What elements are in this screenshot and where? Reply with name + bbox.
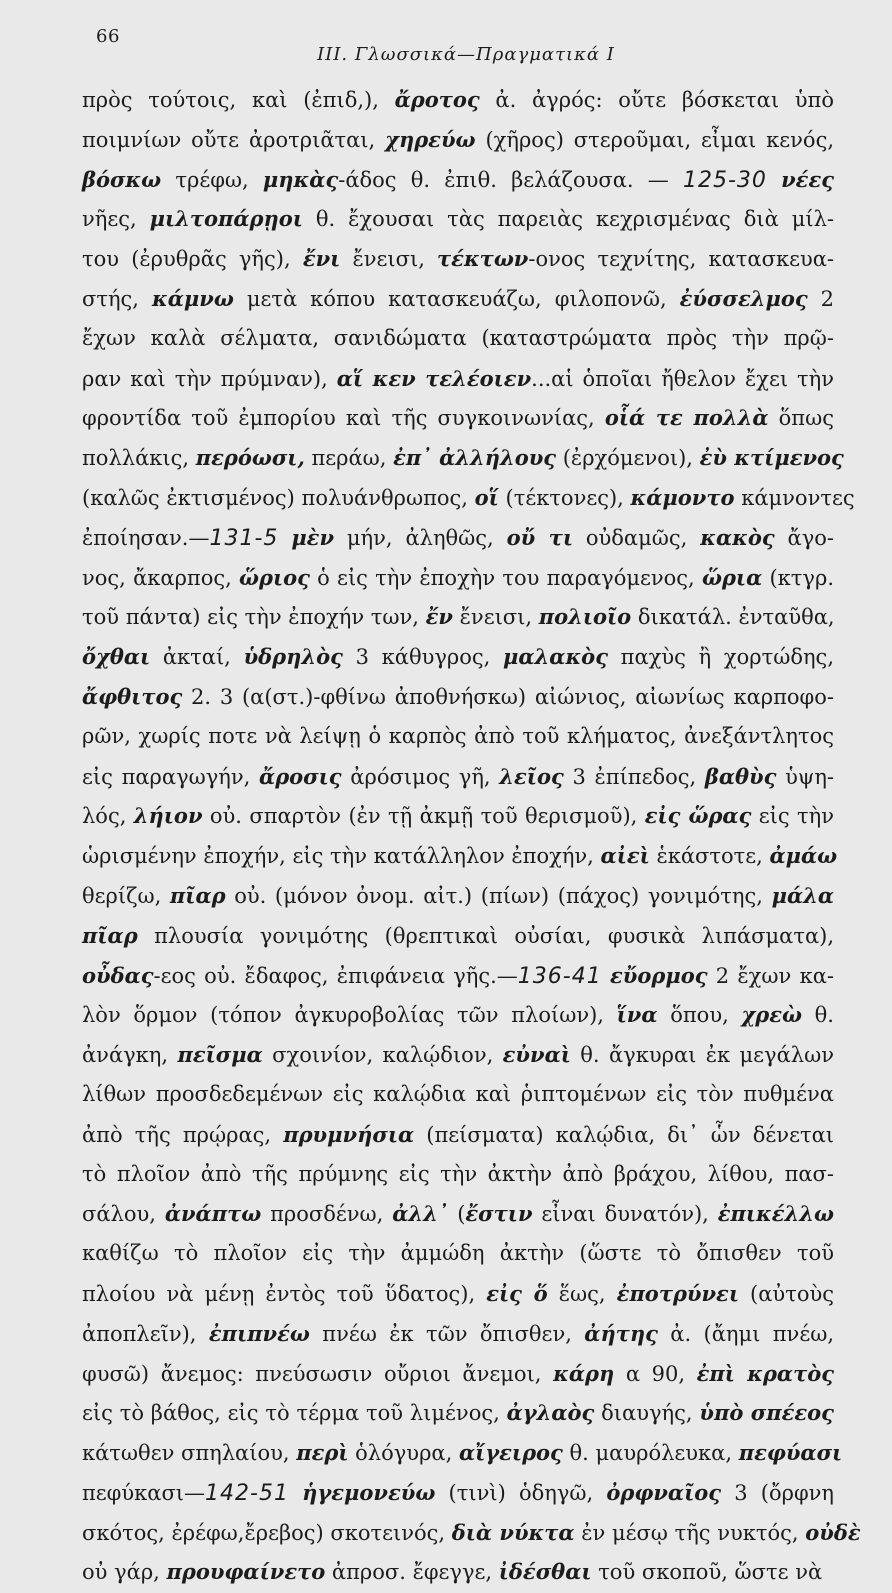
text-segment: νος, ἄκαρπος,: [82, 565, 240, 590]
text-line: [82, 1354, 834, 1394]
text-segment: ἕως,: [547, 1281, 617, 1306]
lemma: οὐδὲ: [805, 1519, 861, 1545]
lemma: εἰς ὅ: [486, 1280, 548, 1306]
text-line: [82, 518, 834, 558]
text-segment: ρῶν, χωρίς ποτε νὰ λείψῃ ὁ καρπὸς ἀπὸ τοῦ κλήματος, ἀνεξάντλητος: [82, 723, 834, 748]
lemma: ἐπικέλλω: [717, 1201, 834, 1227]
text-segment: ἀπὸ τῆς πρῴρας,: [82, 1122, 284, 1147]
lemma: ἄροσις: [259, 763, 342, 789]
lemma: οὔ τι: [506, 524, 573, 550]
text-line: [82, 279, 834, 319]
text-segment: ἀνάγκη,: [82, 1043, 178, 1068]
lemma: τέκτων: [437, 246, 529, 272]
text-segment: παχὺς ἢ χορτώδης,: [607, 645, 834, 670]
lemma: οὖδας: [82, 962, 154, 988]
lemma: μαλακὸς: [503, 644, 608, 670]
lemma: περὶ: [296, 1440, 349, 1466]
verse-reference: 136-41: [517, 963, 602, 989]
lemma: ὑπὸ σπέεος: [699, 1400, 834, 1426]
text-segment: πλουσία γονιμότης (θρεπτικαὶ οὐσίαι, φυσικὰ λιπάσματα),: [137, 923, 834, 948]
text-segment: ὁλόγυρα,: [348, 1441, 459, 1466]
text-segment: νῆες,: [82, 207, 150, 232]
text-line: [82, 876, 834, 916]
lemma: πῖαρ: [82, 922, 138, 948]
text-segment: [278, 526, 291, 550]
text-line: [82, 319, 834, 359]
lemma: κακὸς: [700, 524, 775, 550]
text-segment: ἔχων καλὰ σέλματα, σανιδώματα (καταστρώματα πρὸς τὴν πρῷ-: [82, 325, 834, 350]
text-line: [82, 239, 834, 279]
lemma: ἄφθιτος: [82, 683, 183, 709]
text-segment: ἀ. (ἄημι πνέω,: [657, 1321, 835, 1346]
lemma: ἐποτρύνει: [616, 1280, 739, 1306]
text-segment: φυσῶ) ἄνεμος: πνεύσωσιν οὔριοι ἄνεμοι,: [82, 1361, 554, 1386]
lemma: κάρη: [553, 1360, 615, 1386]
text-segment: λὸν ὅρμον (τόπον ἀγκυροβολίας τῶν πλοίων),: [82, 1003, 617, 1028]
text-segment: τοῦ πάντα) εἰς τὴν ἐποχήν των,: [82, 605, 426, 630]
text-segment: 2. 3 (α(στ.)-φθίνω ἀποθνήσκω) αἰώνιος, αἰωνίως καρποφο-: [182, 684, 834, 709]
text-line: [82, 677, 834, 717]
lemma: πρυμνήσια: [283, 1121, 415, 1147]
text-segment: εἶναι δυνατόν),: [532, 1202, 718, 1227]
text-line: [82, 438, 844, 478]
text-segment: 2: [807, 286, 834, 311]
text-segment: -εος οὐ. ἔδαφος, ἐπιφάνεια γῆς.—: [153, 963, 518, 988]
text-segment: διαυγής,: [594, 1401, 700, 1426]
text-line: [82, 1234, 834, 1274]
text-segment: τοῦ σκοποῦ, ὥστε νὰ: [591, 1560, 823, 1585]
verse-reference: 125-30: [682, 167, 767, 193]
lemma: μιλτοπάρῃοι: [149, 206, 303, 232]
lemma: ἔν: [425, 604, 453, 630]
text-segment: -ονος τεχνίτης, κατασκευα-: [528, 247, 834, 272]
text-segment: οὐ. σπαρτὸν (ἐν τῇ ἀκμῇ τοῦ θερισμοῦ),: [202, 804, 645, 829]
lemma: ὄχθαι: [82, 644, 151, 670]
text-segment: θερίζω,: [82, 883, 170, 908]
lemma: οἷά τε πολλὰ: [604, 405, 769, 431]
text-segment: τὸ πλοῖον ἀπὸ τῆς πρύμνης εἰς τὴν ἀκτὴν ἀπὸ βράχου, λίθου, πασ-: [82, 1161, 834, 1186]
lemma: πεφύασι: [738, 1440, 843, 1466]
lemma: οἵ: [474, 484, 499, 510]
lemma: λήιον: [133, 803, 203, 829]
text-segment: [767, 168, 781, 192]
text-line: [82, 1274, 834, 1314]
text-line: [82, 836, 838, 876]
text-segment: περάω,: [304, 446, 394, 471]
text-segment: 3 (ὄρφνη: [721, 1480, 834, 1505]
text-segment: α 90,: [614, 1361, 697, 1386]
text-segment: ἄγο-: [774, 525, 834, 550]
text-segment: ἀποπλεῖν),: [82, 1321, 209, 1346]
text-segment: σάλου,: [82, 1202, 165, 1227]
verse-reference: 131-5: [209, 525, 279, 551]
lemma: βόσκω: [82, 166, 162, 192]
text-segment: ραν καὶ τὴν πρύμναν),: [82, 366, 337, 391]
text-segment: σκότος, ἐρέφω,ἔρεβος) σκοτεινός,: [82, 1520, 452, 1545]
text-segment: [602, 964, 610, 988]
text-segment: του (ἐρυθρᾶς γῆς),: [82, 247, 303, 272]
text-segment: καθίζω τὸ πλοῖον εἰς τὴν ἀμμώδη ἀκτὴν (ὥστε τὸ ὄπισθεν τοῦ: [82, 1241, 834, 1266]
text-segment: μήν, ἀληθῶς,: [334, 525, 507, 550]
lemma: αἵ κεν τελέοιεν: [336, 365, 532, 391]
text-segment: προσδένω,: [261, 1202, 393, 1227]
lemma: ὀρφναῖος: [606, 1479, 722, 1505]
text-segment: ἀπροσ. ἔφεγγε,: [325, 1560, 499, 1585]
lemma: πῖαρ: [169, 882, 226, 908]
text-segment: (κτγρ.: [762, 565, 834, 590]
text-line: [82, 1314, 834, 1354]
lemma: νέες: [781, 166, 834, 192]
text-segment: μετὰ κόπου κατασκευάζω, φιλοπονῶ,: [233, 286, 680, 311]
lemma: ἔνι: [302, 246, 341, 272]
text-segment: ποιμνίων οὔτε ἀροτριᾶται,: [82, 127, 386, 152]
text-segment: (πείσματα) καλῴδια, δι᾿ ὧν δένεται: [414, 1122, 834, 1147]
lemma: λεῖος: [499, 763, 564, 789]
text-line: [82, 1393, 834, 1433]
text-segment: πεφύκασι—: [82, 1480, 206, 1505]
text-line: [82, 1552, 834, 1592]
text-line: [82, 558, 834, 598]
text-segment: στής,: [82, 286, 152, 311]
text-segment: ὡρισμένην ἐποχήν, εἰς τὴν κατάλληλον ἐποχήν,: [82, 844, 601, 869]
lemma: ὥρια: [701, 564, 763, 590]
text-segment: κάτωθεν σπηλαίου,: [82, 1441, 297, 1466]
lemma: ἔστιν: [465, 1201, 533, 1227]
lemma: ἄροτος: [394, 87, 480, 112]
lemma: ὑδρηλὸς: [243, 644, 343, 670]
text-segment: (αὐτοὺς: [738, 1281, 834, 1306]
lemma: ἐπ᾿ ἀλλήλους: [393, 445, 557, 471]
text-line: [82, 757, 834, 797]
text-segment: ἀκταί,: [150, 645, 244, 670]
text-line: [82, 359, 834, 399]
text-segment: εἰς παραγωγήν,: [82, 764, 260, 789]
lemma: βαθὺς: [704, 763, 777, 789]
text-segment: ὅπως: [768, 406, 834, 431]
text-line: [82, 120, 834, 160]
text-segment: θ. ἄγκυραι ἐκ μεγάλων: [570, 1043, 834, 1068]
text-segment: ἀρόσιμος γῆ,: [341, 764, 500, 789]
lemma: ἐύσσελμος: [679, 285, 808, 311]
text-segment: (χῆρος) στεροῦμαι, εἶμαι κενός,: [475, 127, 834, 152]
text-line: [82, 1075, 834, 1115]
text-line: [82, 956, 834, 996]
text-segment: (τινὶ) ὁδηγῶ,: [435, 1480, 607, 1505]
text-segment: 3 ἐπίπεδος,: [563, 764, 705, 789]
text-segment: (τέκτονες),: [498, 485, 631, 510]
text-segment: 2 ἔχων κα-: [707, 963, 834, 988]
text-line: [82, 1155, 834, 1195]
lemma: αἴγειρος: [458, 1440, 563, 1466]
text-segment: θ.: [801, 1003, 834, 1028]
lemma: προυφαίνετο: [166, 1559, 326, 1585]
text-segment: (ἐρχόμενοι),: [556, 446, 700, 471]
verse-reference: 142-51: [205, 1480, 289, 1506]
text-segment: ...αἱ ὁποῖαι ἤθελον ἔχει τὴν: [531, 366, 834, 391]
text-segment: πρὸς τούτοις, καὶ (ἐπιδ,),: [82, 88, 395, 112]
text-segment: (: [448, 1202, 466, 1227]
text-segment: εἰς τὴν: [751, 804, 835, 829]
text-segment: σχοινίον, καλῴδιον,: [262, 1043, 503, 1068]
text-segment: κάμνοντες: [734, 485, 855, 510]
text-line: [82, 995, 834, 1035]
lemma: χρεὼ: [741, 1002, 802, 1028]
lemma: ἐπιπνέω: [208, 1320, 310, 1346]
text-segment: φροντίδα τοῦ ἐμπορίου καὶ τῆς συγκοινωνίας,: [82, 406, 605, 431]
lemma: χηρεύω: [385, 126, 476, 152]
lemma: ἵνα: [616, 1002, 658, 1028]
text-line: [82, 478, 855, 518]
text-segment: [289, 1481, 302, 1505]
commentary-text: [82, 80, 861, 1592]
text-line: [82, 796, 834, 836]
lemma: εὐναὶ: [502, 1042, 571, 1068]
text-segment: ὑψη-: [776, 764, 834, 789]
text-line: [82, 1035, 834, 1075]
lemma: ἰδέσθαι: [498, 1559, 592, 1585]
text-segment: -άδος θ. ἐπιθ. βελάζουσα. —: [338, 167, 683, 192]
text-line: [82, 199, 834, 239]
lemma: ἀήτης: [584, 1320, 658, 1346]
text-segment: 3 κάθυγρος,: [342, 645, 504, 670]
lemma: περόωσι,: [195, 445, 305, 471]
lemma: μάλα: [771, 882, 834, 908]
lemma: μηκὰς: [262, 166, 339, 192]
text-segment: οὐ γάρ,: [82, 1560, 167, 1585]
text-line: [82, 916, 834, 956]
text-line: [82, 398, 834, 438]
text-line: [82, 637, 834, 677]
text-segment: ἑκάστοτε,: [649, 844, 770, 869]
lemma: ἡγεμονεύω: [302, 1479, 436, 1505]
text-segment: ἔνεισι,: [340, 247, 438, 272]
lemma: κάμοντο: [630, 484, 735, 510]
text-segment: λίθων προσδεδεμένων εἰς καλῴδια καὶ ῥιπτομένων εἰς τὸν πυθμένα: [82, 1081, 834, 1106]
running-head: III. Γλωσσικά—Πραγματικά I: [317, 44, 615, 65]
lemma: διὰ νύκτα: [451, 1519, 575, 1545]
text-line: [82, 1513, 861, 1553]
text-segment: οὐδαμῶς,: [573, 525, 701, 550]
text-line: [82, 1473, 834, 1513]
text-segment: λός,: [82, 804, 134, 829]
lemma: ἀμάω: [769, 843, 838, 869]
lemma: ἐὺ κτίμενος: [699, 445, 844, 471]
text-segment: ὅπου,: [657, 1003, 742, 1028]
lemma: ἀγλαὸς: [506, 1400, 595, 1426]
lemma: ὥριος: [239, 564, 310, 590]
text-line: [82, 160, 834, 200]
text-line: [82, 597, 834, 637]
lemma: αἰεὶ: [600, 843, 650, 869]
text-segment: τρέφω,: [161, 167, 263, 192]
text-segment: δικατάλ. ἐνταῦθα,: [631, 605, 835, 630]
text-segment: θ. μαυρόλευκα,: [562, 1441, 739, 1466]
text-segment: θ. ἔχουσαι τὰς παρειὰς κεχρισμένας διὰ μίλ-: [302, 207, 834, 232]
lemma: ἀνάπτω: [164, 1201, 262, 1227]
text-segment: ἔνεισι,: [452, 605, 539, 630]
text-segment: εἰς τὸ βάθος, εἰς τὸ τέρμα τοῦ λιμένος,: [82, 1401, 507, 1426]
lemma: πεῖσμα: [177, 1042, 263, 1068]
text-line: [82, 1433, 843, 1473]
text-segment: (καλῶς ἐκτισμένος) πολυάνθρωπος,: [82, 485, 475, 510]
page-number: 66: [96, 26, 120, 47]
text-line: [82, 1194, 834, 1234]
lemma: κάμνω: [151, 285, 234, 311]
lemma: μὲν: [291, 524, 335, 550]
text-segment: ὁ εἰς τὴν ἐποχὴν του παραγόμενος,: [309, 565, 702, 590]
text-line: [82, 1115, 834, 1155]
text-segment: ἀ. ἀγρός: οὔτε βόσκεται ὑπὸ: [479, 88, 834, 112]
text-segment: πνέω ἐκ τῶν ὄπισθεν,: [309, 1321, 585, 1346]
text-line: [82, 80, 834, 120]
text-segment: οὐ. (μόνον ὀνομ. αἰτ.) (πίων) (πάχος) γονιμότης,: [225, 883, 772, 908]
text-segment: πολλάκις,: [82, 446, 196, 471]
lemma: ἐπὶ κρατὸς: [696, 1360, 834, 1386]
lemma: εὔορμος: [610, 962, 708, 988]
lemma: εἰς ὥρας: [644, 803, 752, 829]
text-segment: ἐν μέσῳ τῆς νυκτός,: [574, 1520, 806, 1545]
text-segment: ἐποίησαν.—: [82, 525, 210, 550]
lemma: ἀλλ᾿: [392, 1201, 449, 1227]
text-segment: πλοίου νὰ μένῃ ἐντὸς τοῦ ὕδατος),: [82, 1281, 487, 1306]
lemma: πολιοῖο: [538, 604, 632, 630]
text-line: [82, 717, 834, 757]
